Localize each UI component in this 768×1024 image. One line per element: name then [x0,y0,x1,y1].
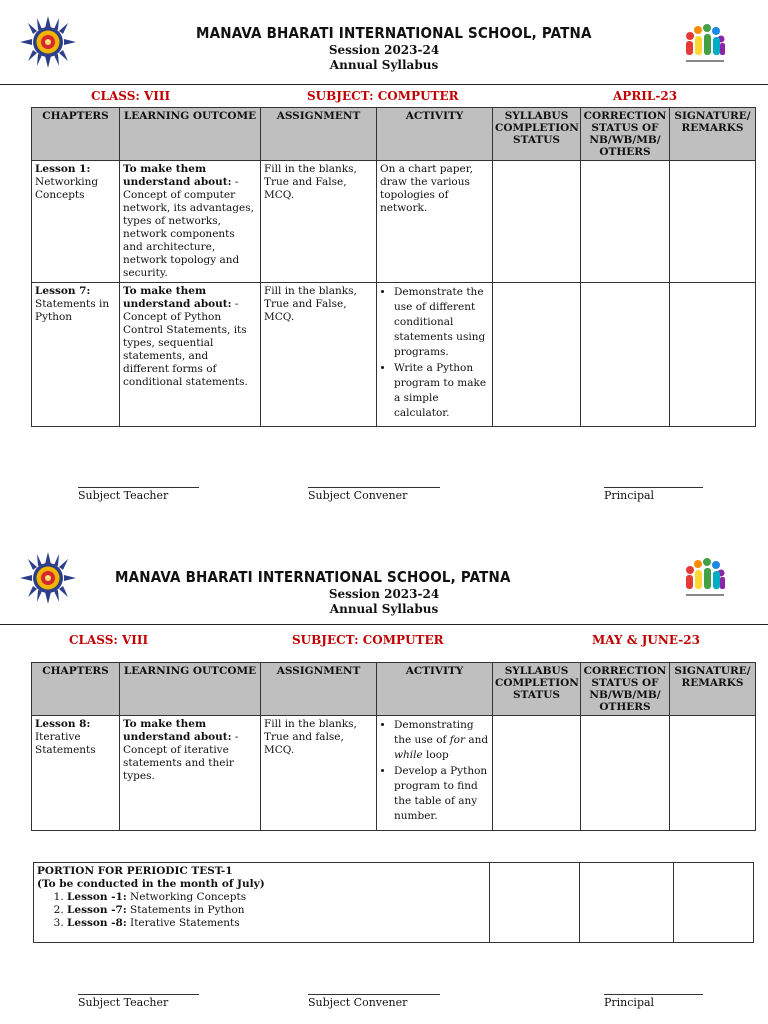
header-correction-status: CORRECTION STATUS OF NB/WB/MB/ OTHERS [581,108,670,161]
lesson-name: Iterative Statements [35,731,96,756]
portion-item-name: Iterative Statements [126,917,240,929]
subject-teacher-label: Subject Teacher [78,996,169,1009]
syllabus-title: Annual Syllabus [329,58,439,72]
month-label: MAY & JUNE-23 [592,633,700,647]
table-row [32,283,756,427]
assignment-cell: Fill in the blanks, True and False, MCQ. [261,283,377,427]
portion-item-lesson: Lesson -1: [67,891,127,903]
lesson-name: Networking Concepts [35,176,99,201]
subject-convener-label: Subject Convener [308,996,408,1009]
subject-label: SUBJECT: COMPUTER [307,89,459,103]
school-emblem-icon [20,16,76,68]
outcome-text: - Concept of iterative statements and their types. [123,731,239,782]
correction-status-cell [581,161,670,283]
session: Session 2023-24 [328,43,440,57]
signature-line [78,994,199,995]
outcome-lead: To make them understand about: [123,718,232,743]
header-syllabus-status: SYLLABUS COMPLETION STATUS [493,108,581,161]
header-signature: SIGNATURE/ REMARKS [670,108,756,161]
syllabus-title: Annual Syllabus [329,602,439,616]
assignment-cell: Fill in the blanks, True and False, MCQ. [261,161,377,283]
right-logo-icon [680,22,728,70]
header-assignment: ASSIGNMENT [261,663,377,716]
portion-item-lesson: Lesson -8: [67,917,127,929]
correction-status-cell [581,716,670,831]
activity-keyword: while [394,749,423,761]
chapter-cell [32,161,120,283]
signature-line [308,487,440,488]
table-row [32,716,756,831]
header-divider [0,624,768,625]
syllabus-table-april [31,107,756,427]
activity-keyword: for [449,734,466,746]
portion-item [67,917,486,930]
session: Session 2023-24 [328,587,440,601]
chapter-cell [32,283,120,427]
subject-convener-label: Subject Convener [308,489,408,502]
signature-line [604,487,703,488]
portion-blank-cell [580,863,674,943]
portion-item-name: Statements in Python [126,904,245,916]
syllabus-status-cell [493,716,581,831]
activity-item: • Write a Python program to make a simple calculator. [394,361,489,421]
portion-item [67,904,486,917]
school-emblem-icon [20,552,76,604]
activity-item [394,718,489,763]
activity-item: • Develop a Python program to find the table of any number. [394,764,489,824]
header-assignment: ASSIGNMENT [261,108,377,161]
lesson-number: Lesson 7: [35,285,91,297]
activity-cell: On a chart paper, draw the various topologies of network. [377,161,493,283]
portion-blank-cell [490,863,580,943]
outcome-lead: To make them understand about: [123,285,232,310]
portion-table [33,862,754,943]
table-row [32,161,756,283]
activity-cell [377,283,493,427]
assignment-cell: Fill in the blanks, True and false, MCQ. [261,716,377,831]
activity-text: Demonstrating the use of [394,719,474,746]
portion-blank-cell [674,863,754,943]
header-divider [0,84,768,85]
header-syllabus-status: SYLLABUS COMPLETION STATUS [493,663,581,716]
syllabus-status-cell [493,283,581,427]
signature-cell [670,283,756,427]
correction-status-cell [581,283,670,427]
portion-item [67,891,486,904]
header-correction-status: CORRECTION STATUS OF NB/WB/MB/ OTHERS [581,663,670,716]
month-label: APRIL-23 [613,89,678,103]
principal-label: Principal [604,489,655,502]
subject-teacher-label: Subject Teacher [78,489,169,502]
signature-line [604,994,703,995]
outcome-text: - Concept of Python Control Statements, its types, sequential statements, and different forms of conditional statements. [123,298,248,388]
header-learning-outcome: LEARNING OUTCOME [120,108,261,161]
header-activity: ACTIVITY [377,108,493,161]
header-activity: ACTIVITY [377,663,493,716]
principal-label: Principal [604,996,655,1009]
activity-text: and [465,734,489,746]
lesson-number: Lesson 8: [35,718,91,730]
portion-item-lesson: Lesson -7: [67,904,127,916]
school-name: MANAVA BHARATI INTERNATIONAL SCHOOL, PATNA [115,568,511,586]
activity-cell [377,716,493,831]
header-learning-outcome: LEARNING OUTCOME [120,663,261,716]
signature-line [78,487,199,488]
outcome-cell [120,161,261,283]
syllabus-table-may-june [31,662,756,831]
signature-cell [670,716,756,831]
lesson-name: Statements in Python [35,298,110,323]
lesson-number: Lesson 1: [35,163,91,175]
portion-title: PORTION FOR PERIODIC TEST-1 [37,865,233,877]
subject-label: SUBJECT: COMPUTER [292,633,444,647]
signature-line [308,994,440,995]
header-signature: SIGNATURE/ REMARKS [670,663,756,716]
outcome-cell [120,716,261,831]
portion-cell [34,863,490,943]
outcome-lead: To make them understand about: [123,163,232,188]
chapter-cell [32,716,120,831]
right-logo-icon [680,556,728,604]
school-name: MANAVA BHARATI INTERNATIONAL SCHOOL, PATNA [196,24,592,42]
signature-cell [670,161,756,283]
header-chapters: CHAPTERS [32,108,120,161]
header-chapters: CHAPTERS [32,663,120,716]
class-label: CLASS: VIII [69,633,149,647]
syllabus-status-cell [493,161,581,283]
activity-item: • Demonstrate the use of different conditional statements using programs. [394,285,489,360]
outcome-cell [120,283,261,427]
portion-subtitle: (To be conducted in the month of July) [37,878,265,890]
portion-item-name: Networking Concepts [126,891,247,903]
class-label: CLASS: VIII [91,89,171,103]
activity-text: loop [422,749,449,761]
outcome-text: - Concept of computer network, its advantages, types of networks, network components and architecture, network topology and security. [123,176,254,279]
